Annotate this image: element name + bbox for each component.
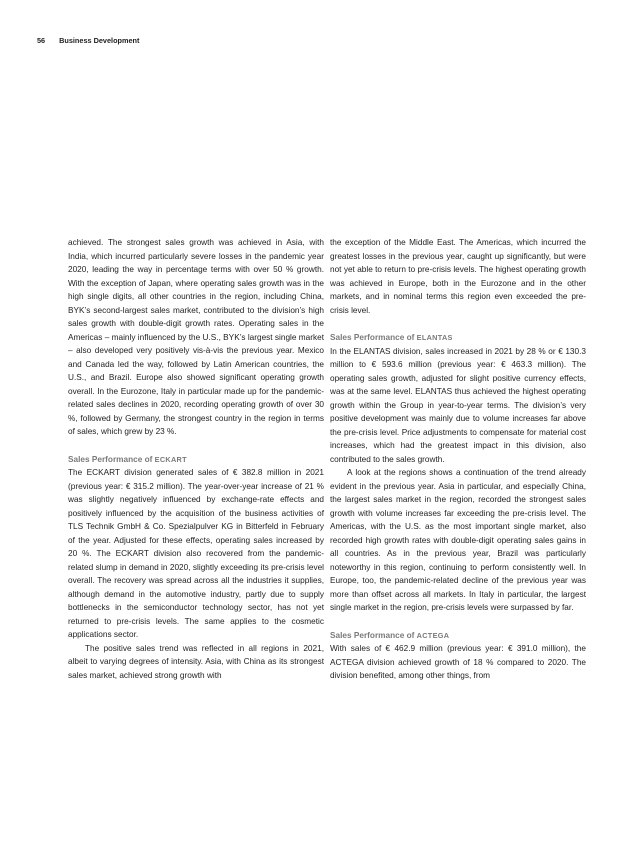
paragraph: achieved. The strongest sales growth was achieved in Asia, with India, which incurred particularly severe losses in the pandemic year 2020, leading the way in percentage terms with over 50 % growth. With the exception of Japan, where operating sales growth was in the high single digits, all other countries in the region, including China, BYK’s second-largest sales market, contributed to the division’s high sales growth with double-digit growth rates. Operating sales in the Americas – mainly influenced by the U.S., BYK’s largest single market – also developed very positively vis-à-vis the previous year. Mexico and Canada led the way, followed by Latin American countries, the U.S., and Brazil. Europe also showed significant operating growth overall. In the Eurozone, Italy in particular made up for the pandemic-related sales declines in 2020, recording operating growth of over 30 %, followed by Germany, the strongest country in the region in terms of sales, which grew by 23 %.	[68, 238, 324, 436]
paragraph: The ECKART division generated sales of € 382.8 million in 2021 (previous year: € 315.2 million). The year-over-year increase of 21 % was slightly negatively influenced by exchange-rate effects and positively influenced by the acquisition of the business activities of TLS Technik GmbH & Co. Spezialpulver KG in Bitterfeld in February of the year. Adjusted for these effects, operating sales increased by 20 %. The ECKART division also recovered from the pandemic-related slump in demand in 2020, slightly exceeding its pre-crisis level overall. The recovery was spread across all the industries it supplies, although demand in the automotive industry, partly due to supply bottlenecks in the semiconductor technology sector, has not yet returned to pre-crisis levels. The same applies to the cosmetic applications sector.	[68, 468, 324, 639]
left-column	[68, 236, 324, 682]
section-title: Business Development	[59, 36, 140, 45]
paragraph: A look at the regions shows a continuation of the trend already evident in the previous year. Asia in particular, and especially China, the largest sales market in the region, recorded the strongest sales growth with volume increases far exceeding the pre-crisis level. The Americas, with the U.S. as the most important single market, also recorded high growth rates with double-digit operating sales gains in all countries. As in the previous year, Brazil was particularly noteworthy in this region, continuing to perform consistently well. In Europe, too, the pandemic-related decline of the previous year was more than offset across all markets. In Italy in particular, the largest single market in the region, pre-crisis levels were surpassed by far.	[330, 468, 586, 612]
heading-actega: Sales Performance of ACTEGA	[330, 630, 450, 640]
paragraph: With sales of € 462.9 million (previous year: € 391.0 million), the ACTEGA division achieved growth of 18 % compared to 2020. The division benefited, among other things, from	[330, 644, 586, 680]
heading-eckart: Sales Performance of ECKART	[68, 454, 187, 464]
page-number: 56	[37, 36, 46, 45]
paragraph: the exception of the Middle East. The Americas, which incurred the greatest losses in the previous year, caught up significantly, but were not yet able to return to pre-crisis levels. The highest operating growth was achieved in Europe, both in the Eurozone and in the other markets, and in nominal terms this region even exceeded the pre-crisis level.	[330, 238, 586, 315]
paragraph: The positive sales trend was reflected in all regions in 2021, albeit to varying degrees of intensity. Asia, with China as its strongest sales market, achieved strong growth with	[68, 643, 324, 680]
page-header	[37, 36, 139, 45]
heading-elantas: Sales Performance of ELANTAS	[330, 333, 453, 342]
right-column	[330, 236, 586, 683]
paragraph: In the ELANTAS division, sales increased in 2021 by 28 % or € 130.3 million to € 593.6 million (previous year: € 463.3 million). The operating sales growth, adjusted for slight positive currency effects, was at the same level. ELANTAS thus achieved the highest operating growth within the Group in year-to-year terms. The division’s very positive development was mainly due to volume increases far above the pre-crisis level. Price adjustments to compensate for material cost increases, which had the greatest impact in this division, also contributed to the sales growth.	[330, 346, 586, 464]
